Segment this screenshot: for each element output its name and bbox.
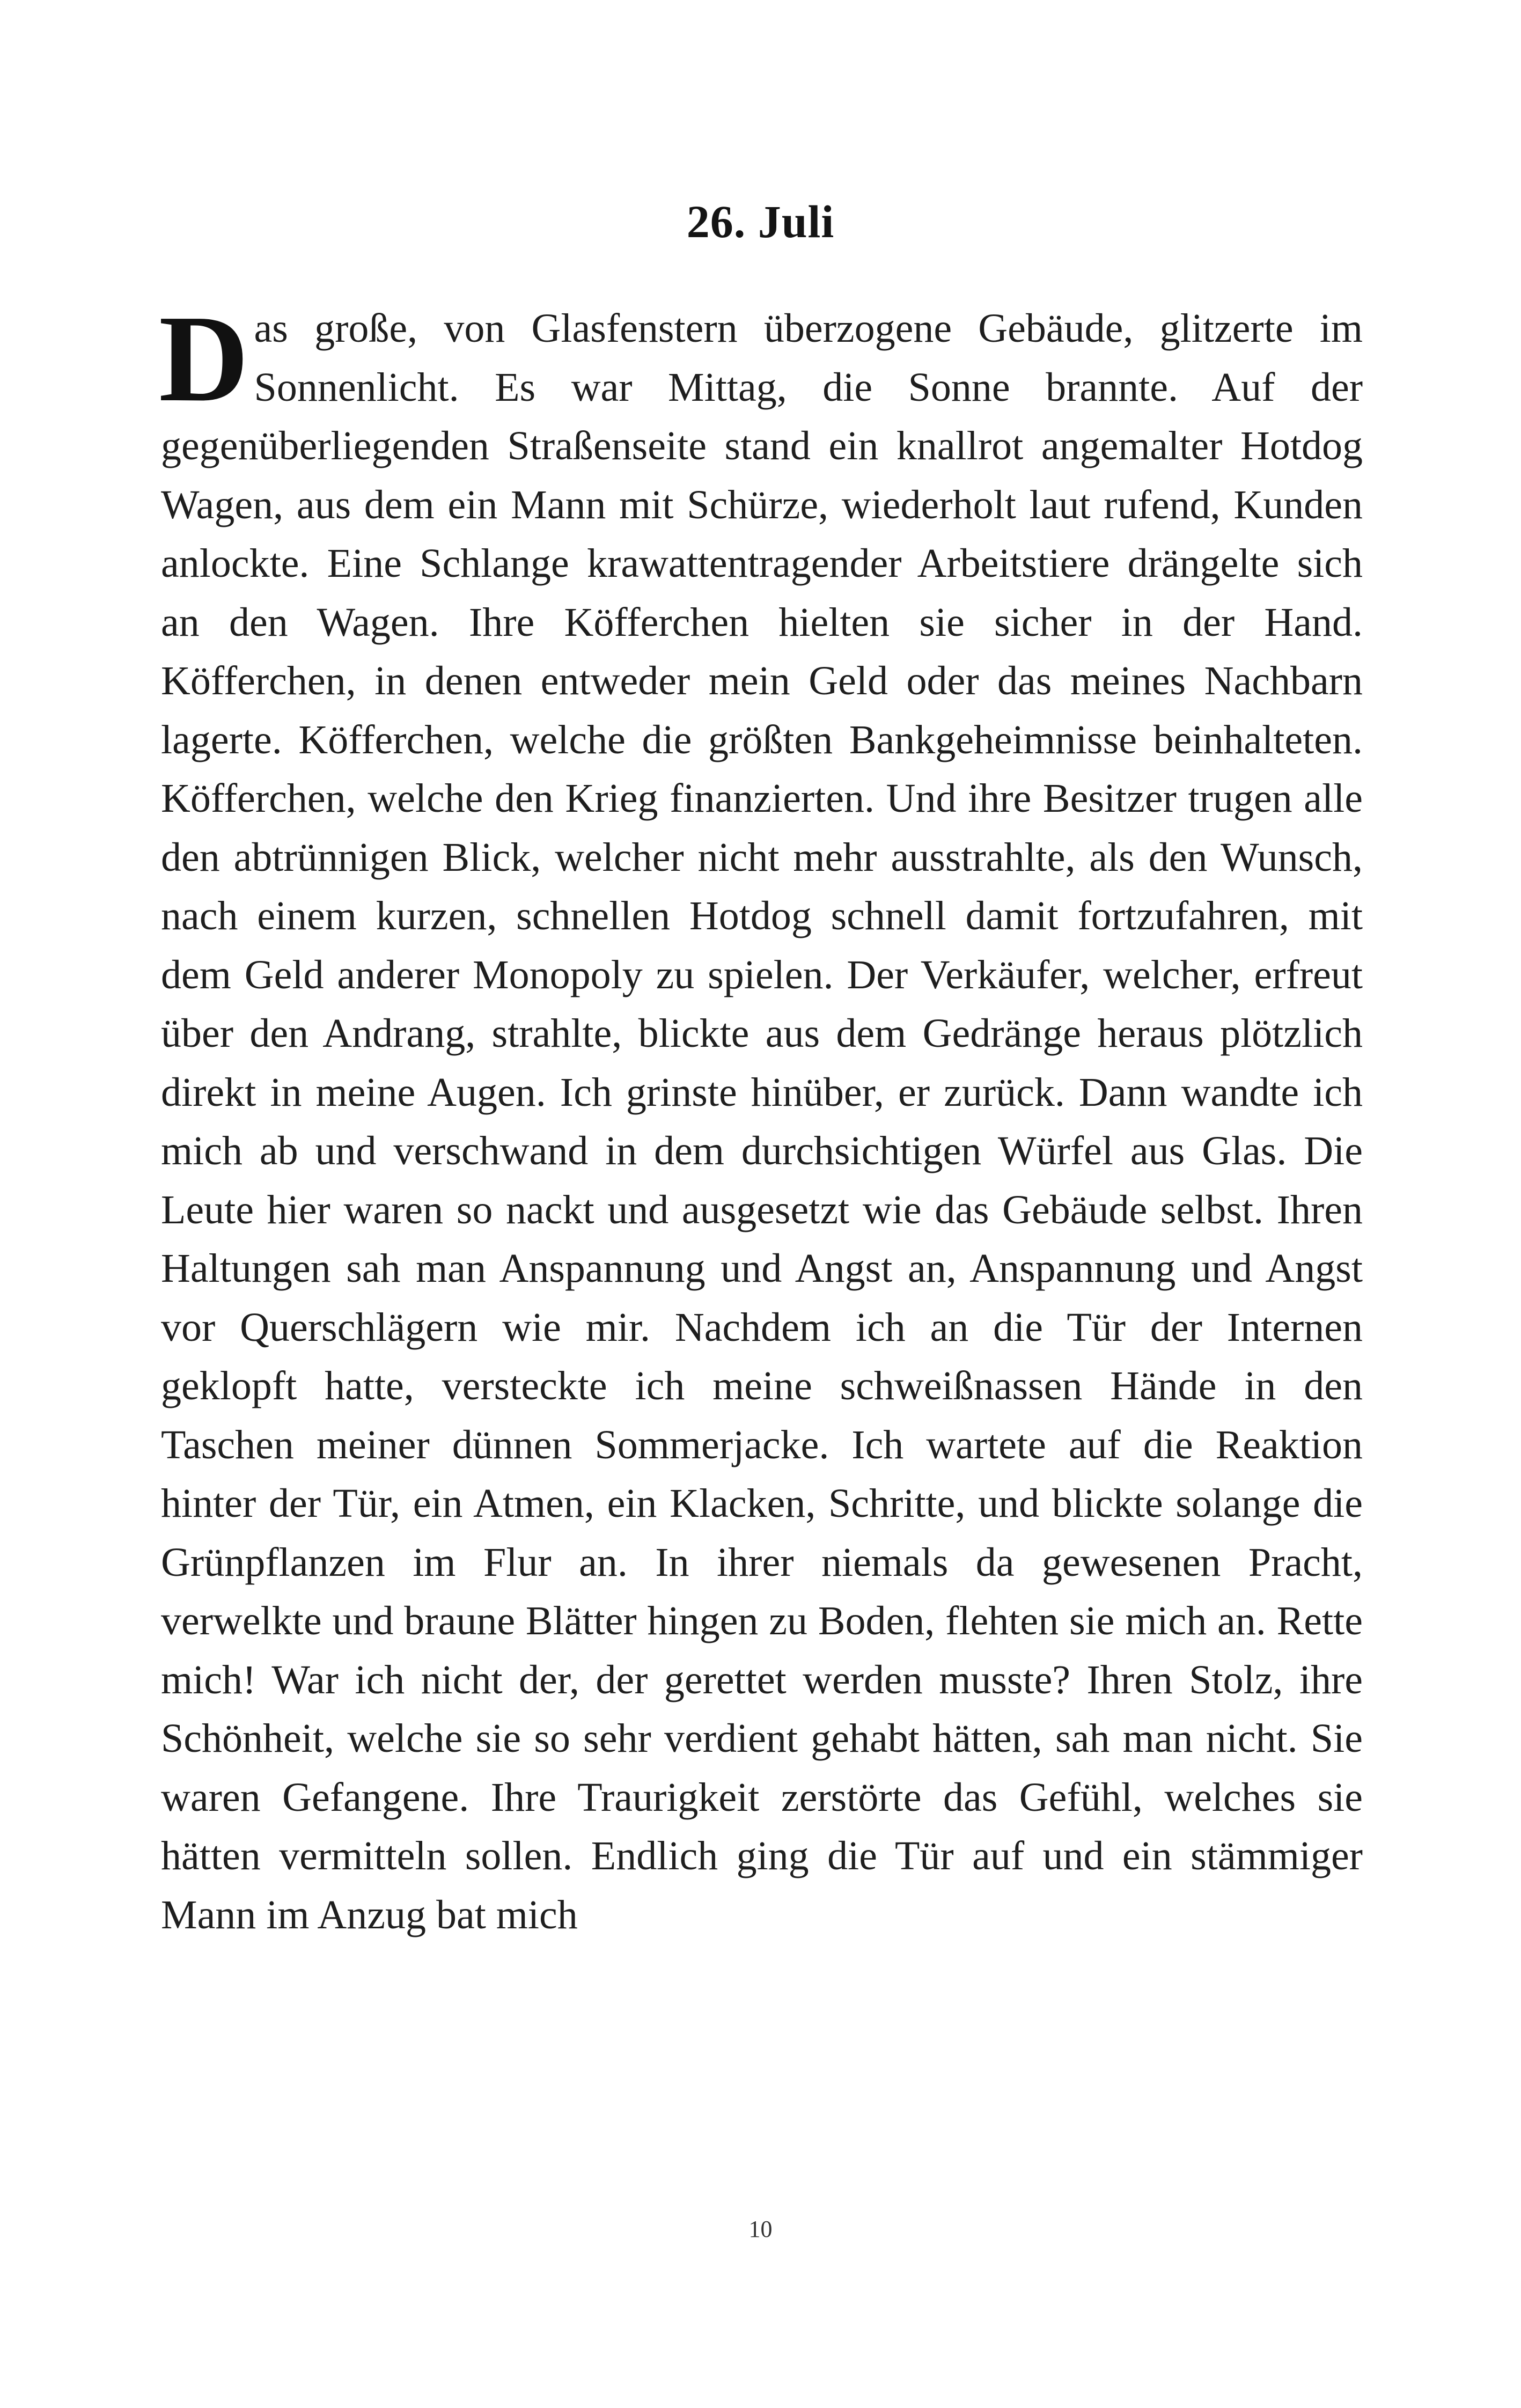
drop-cap: D [159, 290, 249, 428]
chapter-heading: 26. Juli [686, 195, 835, 247]
paragraph-text: as große, von Glasfenstern überzogene Gebäude, glitzerte im Sonnenlicht. Es war Mittag, die Sonne brannte. Auf der gegenüberliegenden Straßenseite stand ein knallrot angemalter Hotdog Wagen, aus dem ein Mann mit Schürze, wiederholt laut rufend, Kunden anlockte. Eine Schlange krawattentragender Arbeitstiere drängelte sich an den Wagen. Ihre Köfferchen hielten sie sicher in der Hand. Köfferchen, in denen entweder mein Geld oder das meines Nachbarn lagerte. Köfferchen, welche die größten Bankgeheimnisse beinhalteten. Köfferchen, welche den Krieg finanzierten. Und ihre Besitzer trugen alle den abtrünnigen Blick, welcher nicht mehr ausstrahlte, als den Wunsch, nach einem kurzen, schnellen Hotdog schnell damit fortzufahren, mit dem Geld anderer Monopoly zu spielen. Der Verkäufer, welcher, erfreut über den Andrang, strahlte, blickte aus dem Gedränge heraus plötzlich direkt in meine Augen. Ich grinste hinüber, er zurück. Dann wandte ich mich ab und verschwand in dem durchsichtigen Würfel aus Glas. Die Leute hier waren so nackt und ausgesetzt wie das Gebäude selbst. Ihren Haltungen sah man Anspannung und Angst an, Anspannung und Angst vor Querschlägern wie mir. Nachdem ich an die Tür der Internen geklopft hatte, versteckte ich meine schweißnassen Hände in den Taschen meiner dünnen Sommerjacke. Ich wartete auf die Reaktion hinter der Tür, ein Atmen, ein Klacken, Schritte, und blickte solange die Grünpflanzen im Flur an. In ihrer niemals da gewesenen Pracht, verwelkte und braune Blätter hingen zu Boden, flehten sie mich an. Rette mich! War ich nicht der, der gerettet werden musste? Ihren Stolz, ihre Schönheit, welche sie so sehr verdient gehabt hätten, sah man nicht. Sie waren Gefangene. Ihre Traurigkeit zerstörte das Gefühl, welches sie hätten vermitteln sollen. Endlich ging die Tür auf und ein stämmiger Mann im Anzug bat mich [161, 306, 1363, 1937]
body-text [159, 290, 1363, 1944]
page-number: 10 [748, 2216, 773, 2242]
paragraph [159, 290, 1363, 1944]
